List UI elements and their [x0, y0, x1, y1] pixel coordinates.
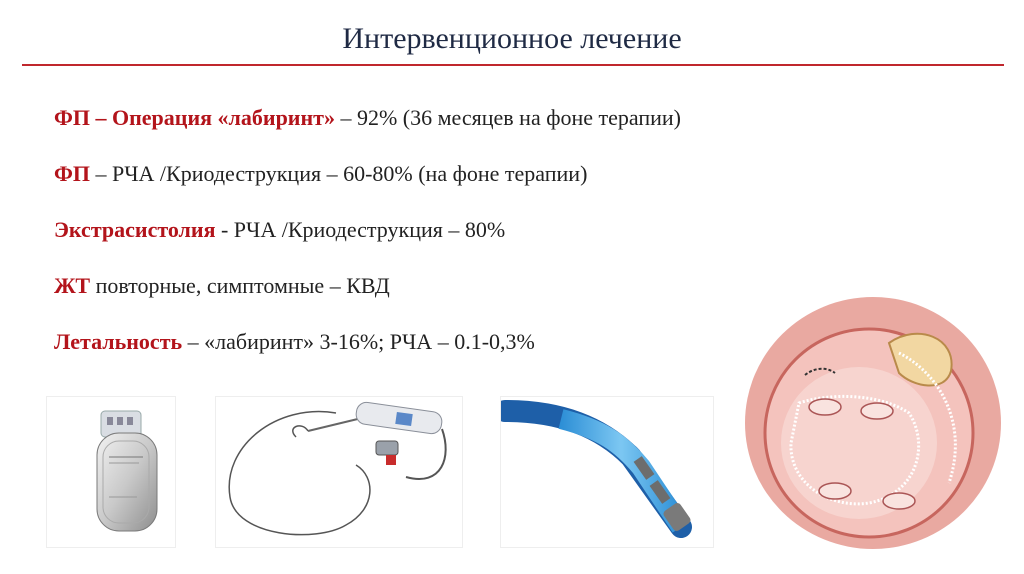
list-item-text: - РЧА /Криодеструкция – 80% [215, 217, 506, 242]
ablation-catheter-image [215, 396, 463, 548]
list-item-label: ФП [54, 161, 91, 186]
list-item [54, 105, 681, 131]
list-item [54, 329, 535, 355]
list-item-text: – «лабиринт» 3-16%; РЧА – 0.1-0,3% [182, 329, 535, 354]
list-item-label: ЖТ [54, 273, 91, 298]
list-item [54, 161, 587, 187]
list-item-text: – РЧА /Криодеструкция – 60-80% (на фоне терапии) [90, 161, 588, 186]
list-item-text: – 92% (36 месяцев на фоне терапии) [334, 105, 681, 130]
list-item-label: Летальность [54, 329, 183, 354]
slide-title: Интервенционное лечение [342, 22, 682, 55]
maze-heart-image [739, 283, 1007, 555]
list-item-text: повторные, симптомные – КВД [90, 273, 390, 298]
list-item [54, 217, 505, 243]
list-item-label: Экстрасистолия [54, 217, 216, 242]
list-item-label: ФП – Операция «лабиринт» [54, 105, 335, 130]
title-divider [22, 64, 1004, 66]
electrode-tip-image [500, 396, 714, 548]
icd-device-image [46, 396, 176, 548]
list-item [54, 273, 390, 299]
